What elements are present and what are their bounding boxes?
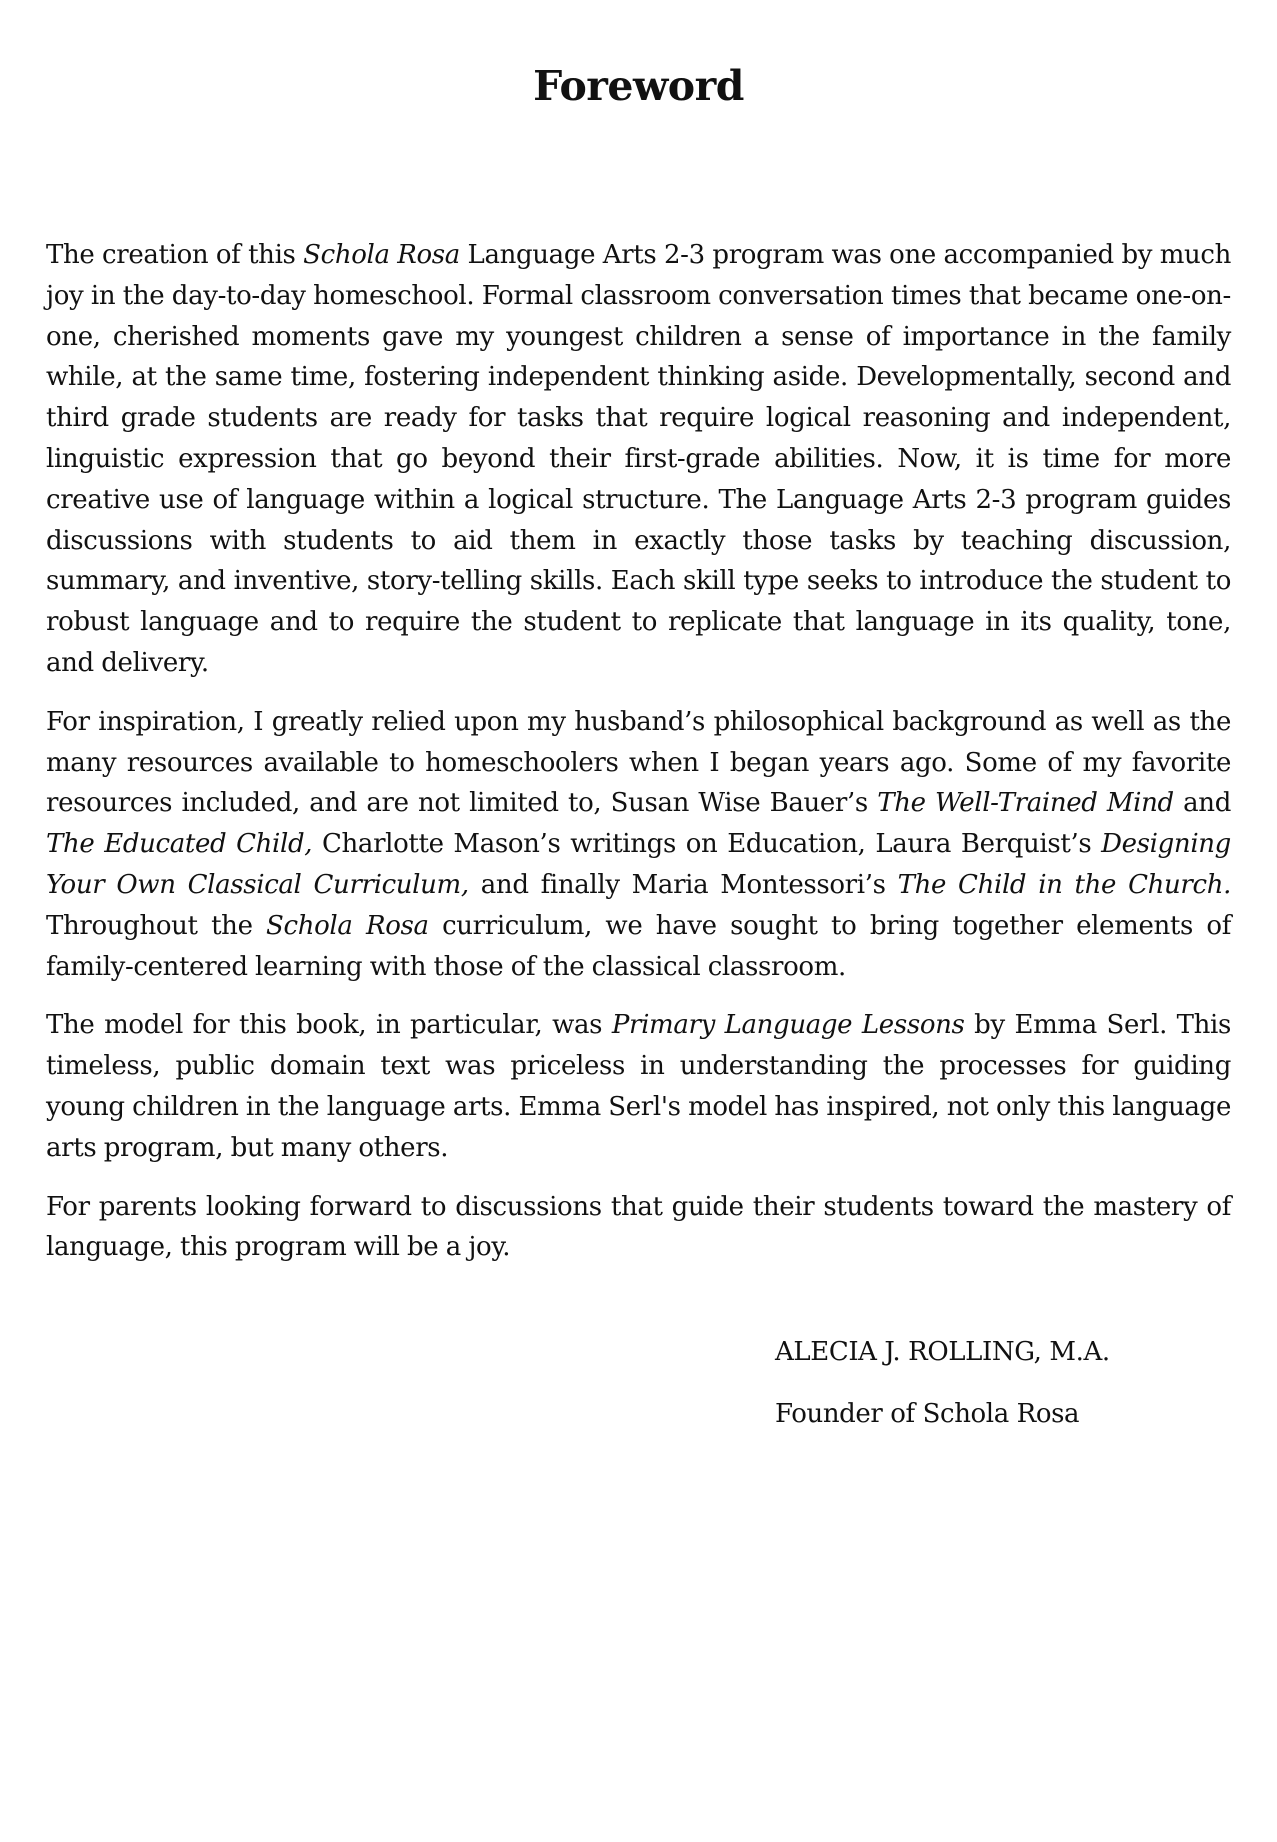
italic-title: Primary Language Lessons	[611, 1010, 965, 1041]
text-run: Charlotte Mason’s writings on Education, Laura Berquist’s	[312, 829, 1102, 860]
text-run: For parents looking forward to discussions that guide their students toward the mastery of language, this program will be a joy.	[46, 1191, 1231, 1263]
italic-title: The Educated Child,	[46, 829, 313, 860]
italic-title: Schola Rosa	[266, 910, 429, 941]
text-run: and finally Maria Montessori’s	[468, 869, 898, 900]
text-run: For inspiration, I greatly relied upon my husband’s philosophical background as well as the many resources available to homeschoolers when I began years ago. Some of my favorite resources included, and are not limited to, Susan Wise Bauer’s	[46, 706, 1231, 819]
page-title: Foreword	[533, 62, 744, 110]
text-run: Throughout the	[46, 910, 267, 941]
text-run: by Emma Serl. This timeless, public domain text was priceless in understanding the processes for guiding young children in the language arts. Emma Serl's model has inspired, not only this language arts program, but many others.	[46, 1010, 1232, 1163]
foreword-body	[46, 235, 1231, 1268]
text-run: Language Arts 2-3 program was one accompanied by much joy in the day-to-day homeschool. Formal classroom conversation times that became one-on-one, cherished moments gave my youngest children a sense of importance in the family while, at the same time, fostering independent thinking aside. Developmentally, second and third grade students are ready for tasks that require logical reasoning and independent, linguistic expression that go beyond their first-grade abilities. Now, it is time for more creative use of language within a logical structure. The Language Arts 2-3 program guides discussions with students to aid them in exactly those tasks by teaching discussion, summary, and inventive, story-telling skills. Each skill type seeks to introduce the student to robust language and to require the student to replicate that language in its quality, tone, and delivery.	[46, 240, 1232, 678]
paragraph-4	[46, 1187, 1231, 1269]
text-run: The creation of this	[46, 240, 304, 270]
paragraph-1	[46, 235, 1231, 684]
paragraph-2	[46, 702, 1231, 988]
italic-title: Schola Rosa	[303, 240, 460, 270]
signature-block	[775, 1330, 1235, 1436]
text-run: curriculum, we have sought to bring together elements of family-centered learning with those of the classical classroom.	[46, 910, 1231, 982]
author-name: ALECIA J. ROLLING, M.A.	[775, 1337, 1110, 1367]
italic-title: Designing Your Own Classical Curriculum,	[46, 829, 1231, 900]
italic-title: The Child in the Church.	[897, 869, 1232, 900]
text-run: and	[1173, 788, 1231, 819]
paragraph-3	[46, 1005, 1231, 1168]
author-role: Founder of Schola Rosa	[775, 1399, 1080, 1429]
italic-title: The Well-Trained Mind	[877, 788, 1174, 819]
text-run: The model for this book, in particular, was	[46, 1010, 612, 1041]
